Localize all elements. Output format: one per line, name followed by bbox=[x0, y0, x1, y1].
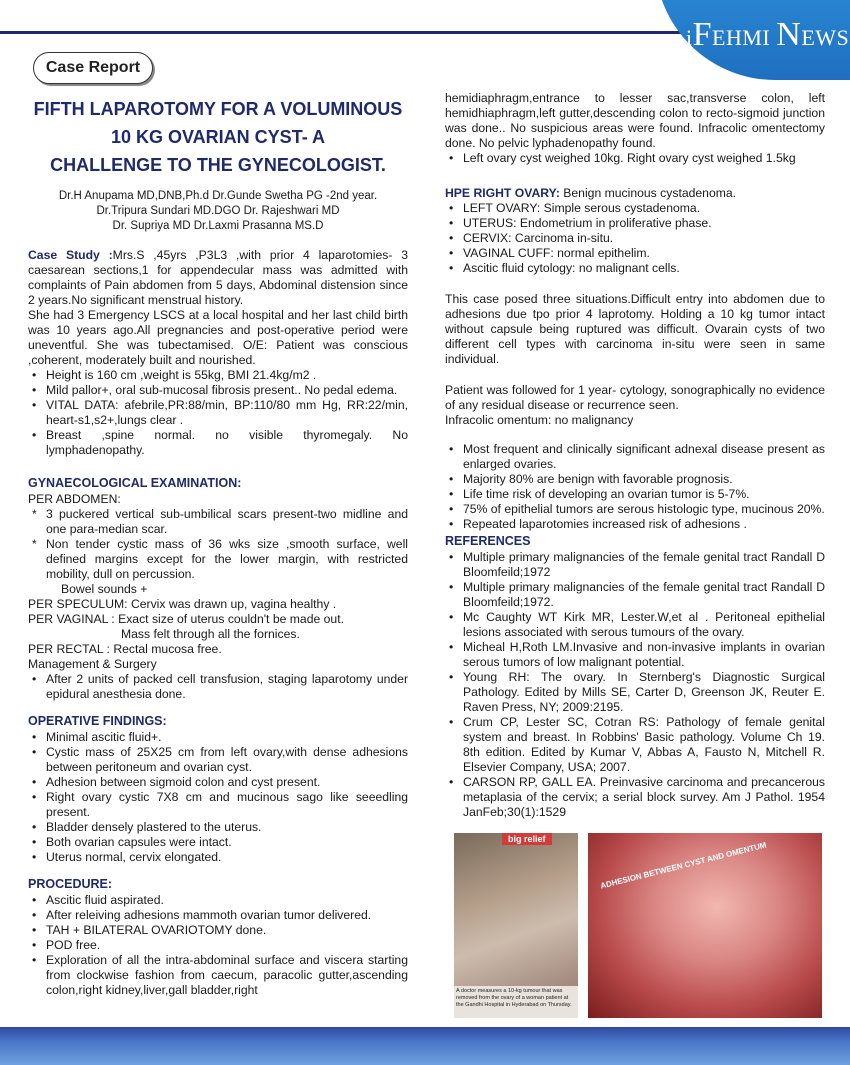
per-vaginal-2: Mass felt through all the fornices. bbox=[121, 627, 300, 641]
list-item: • TAH + BILATERAL OVARIOTOMY done. bbox=[28, 923, 408, 938]
gyn-list bbox=[28, 507, 408, 582]
list-item: • Mild pallor+, oral sub-mucosal fibrosis present.. No pedal edema. bbox=[28, 383, 408, 398]
brand-logo: iFEHMI NEWS bbox=[686, 16, 850, 53]
list-item: • Breast ,spine normal. no visible thyromegaly. No lymphadenopathy. bbox=[28, 428, 408, 458]
reference-item: • Young RH: The ovary. In Sternberg's Diagnostic Surgical Pathology. Edited by Mills SE, Carter D, Greenson JK, Reuter E. Raven Press, NY; 2009:2195. bbox=[445, 670, 825, 715]
infracolic-paragraph: Infracolic omentum: no malignancy bbox=[445, 413, 634, 427]
right-column bbox=[445, 91, 825, 820]
list-item: • 75% of epithelial tumors are serous histologic type, mucinous 20%. bbox=[445, 502, 825, 517]
management: Management & Surgery bbox=[28, 657, 157, 671]
ovary-weights-list bbox=[445, 151, 825, 166]
reference-item: • Crum CP, Lester SC, Cotran RS: Pathology of female genital system and breast. In Robbins' Basic pathology. Volume Ch 19. 8th edition. Edited by Kumar V, Abbas A, Fausto N, Mitchell R. Elsevier Company, USA; 2007. bbox=[445, 715, 825, 775]
gyn-heading: GYNAECOLOGICAL EXAMINATION: bbox=[28, 476, 242, 490]
case-report-badge: Case Report bbox=[33, 52, 153, 84]
header-rule bbox=[0, 31, 690, 34]
references-heading: REFERENCES bbox=[445, 534, 531, 548]
list-item: • Left ovary cyst weighed 10kg. Right ovary cyst weighed 1.5kg bbox=[445, 151, 825, 166]
list-item: • Height is 160 cm ,weight is 55kg, BMI 21.4kg/m2 . bbox=[28, 368, 408, 383]
photo-caption: A doctor measures a 10-kg tumour that was removed from the ovary of a woman patient at the Gandhi Hospital in Hyderabad on Thursday. bbox=[454, 986, 578, 1018]
list-item: • Right ovary cystic 7X8 cm and mucinous sago like seeedling present. bbox=[28, 790, 408, 820]
surgery-list bbox=[28, 672, 408, 702]
per-speculum: PER SPECULUM: Cervix was drawn up, vagina healthy . bbox=[28, 597, 337, 611]
reference-item: • Multiple primary malignancies of the female genital tract Randall D Bloomfeild;1972 bbox=[445, 550, 825, 580]
examination-list bbox=[28, 368, 408, 458]
authors: Dr.H Anupama MD,DNB,Ph.d Dr.Gunde Swetha PG -2nd year. Dr.Tripura Sundari MD.DGO Dr. Rajeshwari MD Dr. Supriya MD Dr.Laxmi Prasanna MS.D bbox=[58, 190, 378, 232]
followup-paragraph: Patient was followed for 1 year- cytology, sonographically no evidence of any residual disease or recurrence seen. bbox=[445, 383, 825, 412]
hpe-paragraph: HPE RIGHT OVARY: Benign mucinous cystadenoma. bbox=[445, 186, 737, 200]
list-item: * Non tender cystic mass of 36 wks size ,smooth surface, well defined margins except for the lower margin, with restricted mobility, dull on percussion. bbox=[28, 537, 408, 582]
list-item: • Both ovarian capsules were intact. bbox=[28, 835, 408, 850]
procedure-list bbox=[28, 893, 408, 998]
facts-list bbox=[445, 442, 825, 532]
reference-item: • Micheal H,Roth LM.Invasive and non-invasive implants in ovarian serous tumors of low malignant potential. bbox=[445, 640, 825, 670]
hpe-list bbox=[445, 201, 825, 276]
list-item: • POD free. bbox=[28, 938, 408, 953]
case-history-paragraph: She had 3 Emergency LSCS at a local hospital and her last child birth was 10 years ago.All pregnancies and post-operative period were uneventful. She was tubectamised. O/E: Patient was conscious ,coherent, moderately built and nourished. bbox=[28, 308, 408, 367]
list-item: • Bladder densely plastered to the uterus. bbox=[28, 820, 408, 835]
reference-item: • Multiple primary malignancies of the female genital tract Randall D Bloomfeild;1972. bbox=[445, 580, 825, 610]
list-item: • Ascitic fluid aspirated. bbox=[28, 893, 408, 908]
list-item: • Majority 80% are benign with favorable prognosis. bbox=[445, 472, 825, 487]
list-item: • After 2 units of packed cell transfusion, staging laparotomy under epidural anesthesia done. bbox=[28, 672, 408, 702]
list-item: • LEFT OVARY: Simple serous cystadenoma. bbox=[445, 201, 825, 216]
list-item: • Exploration of all the intra-abdominal surface and viscera starting from clockwise fashion from caecum, paracolic gutter,ascending colon,right kidney,liver,gall bladder,right bbox=[28, 953, 408, 998]
footer-bar bbox=[0, 1027, 850, 1065]
list-item: • VAGINAL CUFF: normal epithelim. bbox=[445, 246, 825, 261]
list-item: • Adhesion between sigmoid colon and cyst present. bbox=[28, 775, 408, 790]
list-item: • CERVIX: Carcinoma in-situ. bbox=[445, 231, 825, 246]
article-title: FIFTH LAPAROTOMY FOR A VOLUMINOUS 10 KG OVARIAN CYST- A CHALLENGE TO THE GYNECOLOGIST. bbox=[33, 99, 403, 175]
news-clipping-photo bbox=[454, 833, 578, 1018]
list-item: • VITAL DATA: afebrile,PR:88/min, BP:110/80 mm Hg, RR:22/min, heart-s1,s2+,lungs clear . bbox=[28, 398, 408, 428]
situations-paragraph: This case posed three situations.Difficult entry into abdomen due to adhesions due tpo prior 4 laprotomy. Holding a 10 kg tumor intact without capsule being ruptured was difficult. Ovarain cysts of two different cell types with carcinoma in-situ were seen in same individual. bbox=[445, 292, 825, 366]
list-item: • Repeated laparotomies increased risk of adhesions . bbox=[445, 517, 825, 532]
left-column bbox=[28, 95, 408, 998]
list-item: * 3 puckered vertical sub-umbilical scars present-two midline and one para-median scar. bbox=[28, 507, 408, 537]
photo-label: ADHESION BETWEEN CYST AND OMENTUM bbox=[599, 840, 768, 891]
reference-item: • Mc Caughty WT Kirk MR, Lester.W,et al . Peritoneal epithelial lesions associated with serous tumours of the ovary. bbox=[445, 610, 825, 640]
operative-list bbox=[28, 730, 408, 865]
procedure-continued: hemidiaphragm,entrance to lesser sac,transverse colon, left hemidhiaphragm,left gutter,descending colon to recto-sigmoid junction was done.. No suspicious areas were found. Infracolic omentectomy done. No pelvic lyphadenopathy found. bbox=[445, 91, 825, 150]
list-item: • Ascitic fluid cytology: no malignant cells. bbox=[445, 261, 825, 276]
surgery-photo bbox=[588, 833, 822, 1018]
list-item: • UTERUS: Endometrium in proliferative phase. bbox=[445, 216, 825, 231]
list-item: • Minimal ascitic fluid+. bbox=[28, 730, 408, 745]
list-item: • Cystic mass of 25X25 cm from left ovary,with dense adhesions between peritoneum and ovarian cyst. bbox=[28, 745, 408, 775]
reference-item: • CARSON RP, GALL EA. Preinvasive carcinoma and precancerous metaplasia of the cervix; a serial block survey. Am J Pathol. 1954 JanFeb;30(1):1529 bbox=[445, 775, 825, 820]
list-item: • Uterus normal, cervix elongated. bbox=[28, 850, 408, 865]
list-item: • Life time risk of developing an ovarian tumor is 5-7%. bbox=[445, 487, 825, 502]
per-abdomen: PER ABDOMEN: bbox=[28, 492, 121, 506]
case-study-paragraph: Case Study :Mrs.S ,45yrs ,P3L3 ,with prior 4 laparotomies- 3 caesarean sections,1 for appendecular mass was admitted with complaints of Pain abdomen from 5 days, Abdominal distension since 2 years.No significant menstrual history. bbox=[28, 248, 409, 307]
list-item: • After releiving adhesions mammoth ovarian tumor delivered. bbox=[28, 908, 408, 923]
bowel-sounds: Bowel sounds + bbox=[61, 582, 148, 596]
operative-heading: OPERATIVE FINDINGS: bbox=[28, 714, 167, 728]
references-list bbox=[445, 550, 825, 820]
list-item: • Most frequent and clinically significant adnexal disease present as enlarged ovaries. bbox=[445, 442, 825, 472]
procedure-heading: PROCEDURE: bbox=[28, 877, 113, 891]
per-rectal: PER RECTAL : Rectal mucosa free. bbox=[28, 642, 222, 656]
photo-tag: big relief bbox=[502, 833, 552, 845]
per-vaginal: PER VAGINAL : Exact size of uterus couldn't be made out. bbox=[28, 612, 344, 626]
